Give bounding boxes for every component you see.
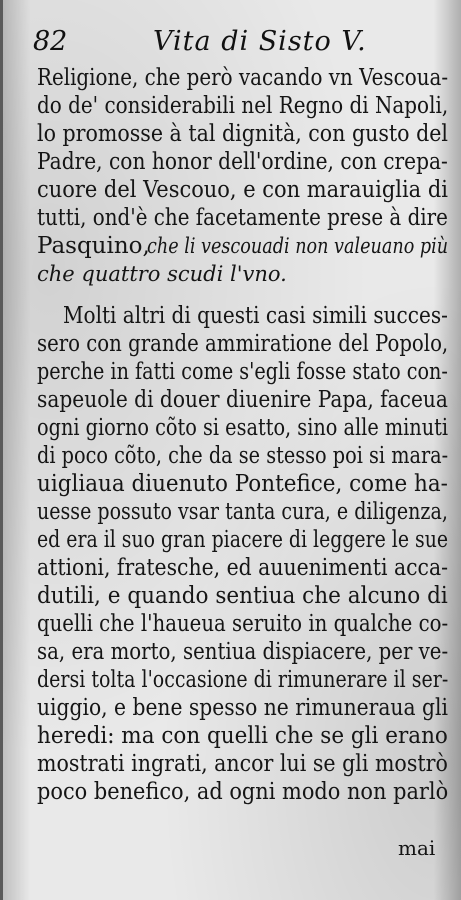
text-line: ogni giorno cõto si esatto, sino alle minuti [37,415,449,441]
italic-quote-line: che li vescouadi non valeuano più [147,234,449,258]
text-line: sa, era morto, sentiua dispiacere, per ve- [37,639,449,665]
running-head: Vita di Sisto V. [153,26,367,57]
page-header [33,26,443,66]
text-line: lo promosse à tal dignità, con gusto del [37,121,449,147]
catchword: mai [398,836,436,860]
text-line: quelli che l'haueua seruito in qualche co- [37,611,449,637]
text-line: uesse possuto vsar tanta cura, e diligenza, [37,499,448,525]
text-line: perche in fatti come s'egli fosse stato con- [37,359,448,385]
text-line: uiggio, e bene spesso ne rimuneraua gli [37,695,448,721]
text-line: tutti, ond'è che facetamente prese à dire [37,205,448,231]
italic-quote-line: che quattro scudi l'vno. [37,262,287,286]
text-line: Religione, che però vacando vn Vescoua- [37,65,449,91]
text-line: attioni, fratesche, ed auuenimenti acca- [37,555,448,581]
page-number: 82 [33,26,68,57]
text-line: uigliaua diuenuto Pontefice, come ha- [37,471,448,497]
text-line: mostrati ingrati, ancor lui se gli mostrò [37,751,448,777]
text-line: sapeuole di douer diuenire Papa, faceua [37,387,448,413]
text-line: di poco cõto, che da se stesso poi si mara- [37,443,449,469]
text-line: dutili, e quando sentiua che alcuno di [37,583,448,609]
text-line: poco benefico, ad ogni modo non parlò [37,779,449,805]
paragraph-first-line: Molti altri di questi casi simili succes- [63,303,448,329]
text-line: Padre, con honor dell'ordine, con crepa- [37,149,448,175]
text-line: dersi tolta l'occasione di rimunerare il ser- [37,667,449,693]
text-line: Pasquino, [37,233,150,259]
text-line: sero con grande ammiratione del Popolo, [37,331,449,357]
text-line: heredi: ma con quelli che se gli erano [37,723,448,749]
text-line: cuore del Vescouo, e con marauiglia di [37,177,448,203]
text-line: ed era il suo gran piacere di leggere le sue [37,527,449,553]
text-line: do de' considerabili nel Regno di Napoli, [37,93,449,119]
